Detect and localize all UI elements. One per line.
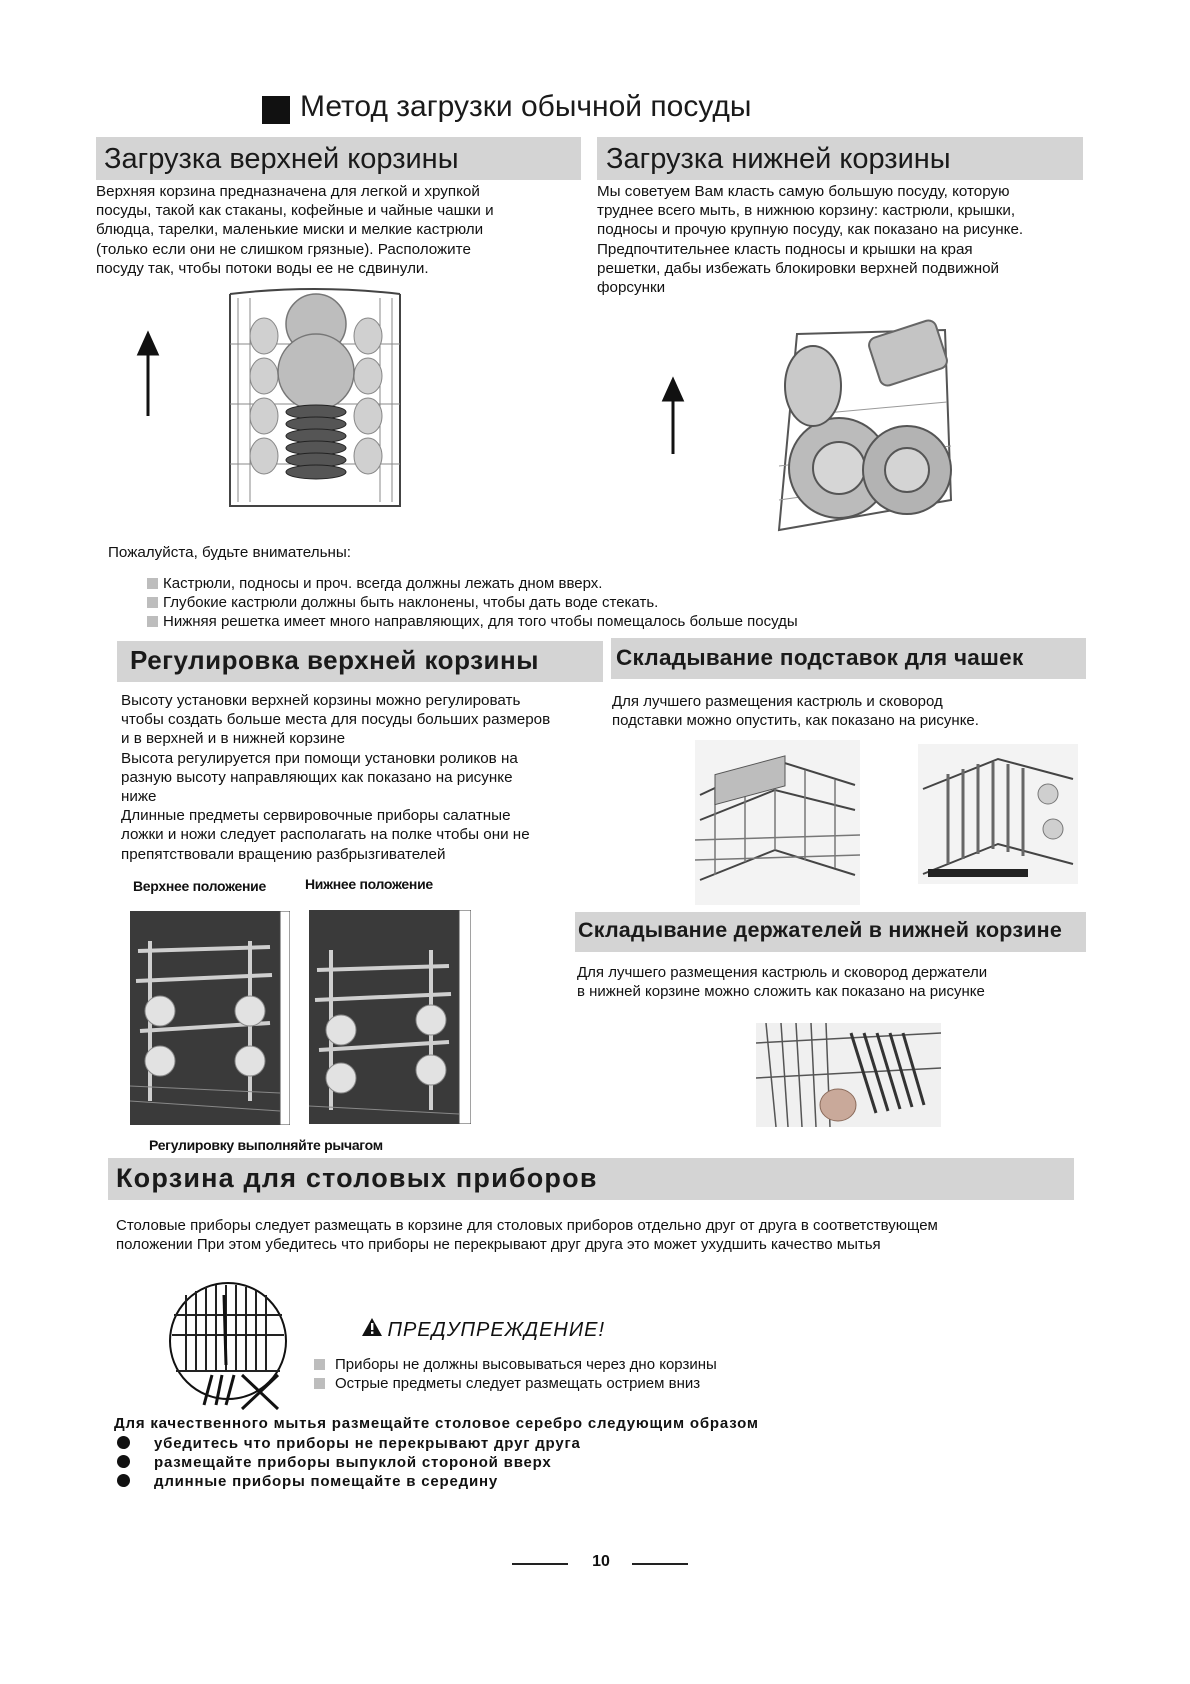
upper-position-photo: [130, 911, 290, 1125]
page-number-rule-right: [632, 1563, 688, 1565]
list-item: размещайте приборы выпуклой стороной вверх: [117, 1453, 581, 1472]
lower-position-photo: [309, 910, 471, 1124]
upper-loading-title: Загрузка верхней корзины: [104, 143, 459, 175]
cutlery-basket-illustration: [166, 1275, 291, 1410]
arrow-up-icon: [139, 334, 157, 416]
round-bullet-icon: [117, 1455, 130, 1468]
page-number: 10: [592, 1553, 610, 1570]
list-item: убедитесь что приборы не перекрывают друг друга: [117, 1434, 581, 1453]
list-item: длинные приборы помещайте в середину: [117, 1472, 581, 1491]
cutlery-title: Корзина для столовых приборов: [116, 1163, 598, 1193]
attention-list: [147, 574, 798, 631]
upper-loading-text: Верхняя корзина предназначена для легкой и хрупкой посуды, такой как стаканы, кофейные и чайные чашки и блюдца, тарелки, маленькие миски и мелкие кастрюли (только если они не слишком грязные). Расположите посуду так, чтобы потоки воды ее не сдвинули.: [96, 183, 494, 277]
cup-shelf-photo-down: [918, 744, 1078, 884]
lower-loading-text: Мы советуем Вам класть самую большую посуду, которую труднее всего мыть, в нижнюю корзину: кастрюли, крышки, подносы и прочую крупную посуду, как показано на рисунке. Предпочтительнее класть подносы и крышки на края решетки, дабы избежать блокировки верхней подвижной форсунки: [597, 183, 1024, 297]
lower-loading-title: Загрузка нижней корзины: [606, 143, 951, 175]
page-title: Метод загрузки обычной посуды: [300, 90, 752, 123]
cutlery-text: Столовые приборы следует размещать в корзине для столовых приборов отдельно друг от друга в соответствующем положении При этом убедитесь что приборы не перекрывают друг друга это может ухудшить качество мытья: [116, 1217, 938, 1254]
list-item: Острые предметы следует размещать острием вниз: [314, 1374, 717, 1393]
lower-holders-photo: [756, 1023, 941, 1127]
adjust-caption: Регулировку выполняйте рычагом: [149, 1137, 383, 1153]
lower-holders-text: Для лучшего размещения кастрюль и сковород держатели в нижней корзине можно сложить как показано на рисунке: [577, 964, 988, 1001]
label-lower-position: Нижнее положение: [305, 876, 433, 892]
square-bullet-icon: [147, 616, 158, 627]
cup-shelf-photo-up: [695, 740, 860, 905]
round-bullet-icon: [117, 1474, 130, 1487]
round-bullet-icon: [117, 1436, 130, 1449]
square-bullet-icon: [314, 1378, 325, 1389]
upper-adjust-title: Регулировка верхней корзины: [130, 645, 539, 675]
upper-basket-illustration: [134, 284, 406, 514]
square-bullet-icon: [147, 597, 158, 608]
cup-shelves-text: Для лучшего размещения кастрюль и сковород подставки можно опустить, как показано на рисунке.: [612, 693, 979, 730]
warning-list: [314, 1355, 717, 1393]
lower-basket-illustration: [655, 316, 955, 536]
list-item: Глубокие кастрюли должны быть наклонены, чтобы дать воде стекать.: [147, 593, 798, 612]
upper-adjust-text: Высоту установки верхней корзины можно регулировать чтобы создать больше места для посуды больших размеров и в верхней и в нижней корзине Высота регулируется при помощи установки роликов на разную высоту направляющих как показано на рисунке ниже Длинные предметы сервировочные приборы салатные ложки и ножи следует располагать на полке чтобы они не препятствовали вращению разбрызгивателей: [121, 692, 551, 863]
list-item: Нижняя решетка имеет много направляющих, для того чтобы помещалось больше посуды: [147, 612, 798, 631]
lower-holders-title: Складывание держателей в нижней корзине: [578, 918, 1063, 942]
attention-intro: Пожалуйста, будьте внимательны:: [108, 544, 352, 561]
label-upper-position: Верхнее положение: [133, 878, 266, 894]
warning-title: ПРЕДУПРЕЖДЕНИЕ!: [387, 1319, 606, 1341]
title-square-icon: [262, 96, 290, 124]
warning-triangle-icon: [361, 1317, 383, 1337]
quality-list: [117, 1434, 581, 1491]
arrow-up-icon: [664, 380, 682, 454]
list-item: Кастрюли, подносы и проч. всегда должны лежать дном вверх.: [147, 574, 798, 593]
page-number-rule-left: [512, 1563, 568, 1565]
list-item: Приборы не должны высовываться через дно корзины: [314, 1355, 717, 1374]
square-bullet-icon: [147, 578, 158, 589]
cup-shelves-title: Складывание подставок для чашек: [616, 645, 1024, 670]
quality-intro: Для качественного мытья размещайте столовое серебро следующим образом: [114, 1415, 759, 1432]
warning-heading: [361, 1317, 605, 1343]
square-bullet-icon: [314, 1359, 325, 1370]
